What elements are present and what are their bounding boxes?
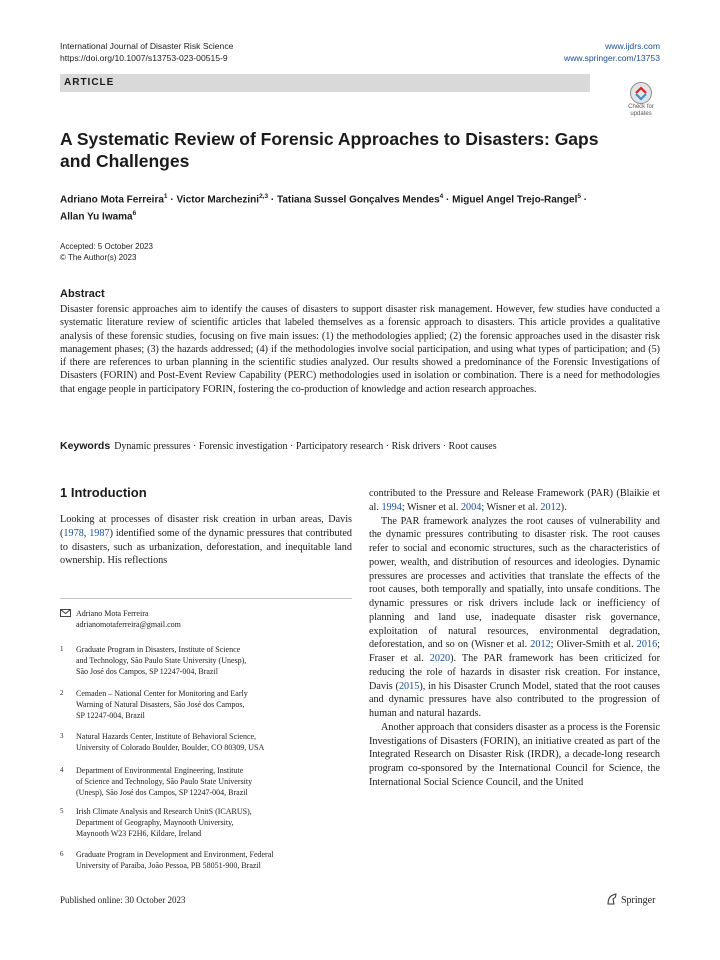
keywords [60, 440, 660, 452]
article-dates [60, 241, 153, 263]
publisher-name: Springer [621, 895, 656, 906]
author-name: Miguel Angel Trejo-Rangel [452, 194, 578, 206]
affiliation-item: 2 Cemaden – National Center for Monitoring and Early Warning of Natural Disasters, São José dos Campos, SP 12247-004, Brazil [60, 689, 248, 720]
crossmark-label: Check for updates [628, 104, 654, 117]
citation-link[interactable]: 2015 [398, 680, 420, 692]
footnote-divider [60, 598, 352, 599]
citation-link[interactable]: 2012 [540, 501, 561, 513]
springer-horse-icon [606, 893, 618, 905]
email-icon [60, 609, 71, 620]
abstract-heading: Abstract [60, 288, 105, 300]
author-name: Adriano Mota Ferreira [60, 194, 164, 206]
citation-link[interactable]: 2004 [460, 501, 482, 513]
corresponding-author-email[interactable]: adrianomotaferreira@gmail.com [76, 620, 181, 629]
citation-link[interactable]: 2020 [429, 653, 451, 664]
author-name: Allan Yu Iwama [60, 211, 133, 223]
affiliation-item: 4 Department of Environmental Engineering, Institute of Science and Technology, São Paulo State University (Unesp), São José dos Campos, SP 12247-004, Brazil [60, 766, 253, 797]
abstract-text: Disaster forensic approaches aim to identify the causes of disasters to support disaster risk management. However, few studies have conducted a systematic literature review of scientific articles that labeled themselves as a forensic approach to disasters. This article provides a qualitative analysis of these forensic studies, focusing on five main issues: (1) the methodologies applied; (2) the forensic approaches used in the disaster risk management phases; (3) the hazards addressed; (4) if the methodologies involve social participation, and using what types of participation; and (5) if there are references to urban planning in the scientific studies analyzed. Our results showed a predominance of the Forensic Investigations of Disasters (FORIN) and Post-Event Review Capability (PERC) methodologies used in isolation or combination. There is a need for methodologies that engage people in participatory FORIN, fostering the co-production of knowledge and action research approaches. [60, 304, 660, 395]
affiliation-item: 1 Graduate Program in Disasters, Institute of Science and Technology, São Paulo State University (Unesp), São José dos Campos, SP 12247-004, Brazil [60, 645, 247, 676]
author-name: Victor Marchezini [176, 194, 260, 206]
citation-link[interactable]: 2012 [530, 639, 551, 651]
author-list: Adriano Mota Ferreira$^1$ · Victor Marchezini$^{2,3}$ · Tatiana Sussel Gonçalves Mendes$^4$ · Miguel Angel Trejo-Rangel$^5$ · Allan Yu Iwama$^6$ [60, 193, 588, 223]
affiliation-item: 3 Natural Hazards Center, Institute of Behavioral Science, University of Colorado Boulder, Boulder, CO 80309, USA [60, 732, 265, 752]
author-name: Tatiana Sussel Gonçalves Mendes [277, 194, 440, 206]
journal-url-link[interactable]: www.ijdrs.com [605, 41, 660, 51]
affiliation-item: 5 Irish Climate Analysis and Research UnitS (ICARUS), Department of Geography, Maynooth University, Maynooth W23 F2H6, Kildare, Ireland [60, 807, 252, 838]
affiliation-item: 6 Graduate Program in Development and Environment, Federal University of Paraíba, João Pessoa, PB 58051-900, Brazil [60, 850, 274, 870]
published-online-date: Published online: 30 October 2023 [60, 895, 186, 905]
check-for-updates-badge[interactable] [620, 82, 662, 118]
citation-link[interactable]: 1978 [63, 527, 84, 539]
article-title: A Systematic Review of Forensic Approaches to Disasters: Gaps and Challenges [60, 129, 599, 171]
copyright-notice: © The Author(s) 2023 [60, 253, 137, 262]
citation-link[interactable]: 2016 [636, 639, 658, 651]
corresponding-author-name: Adriano Mota Ferreira [76, 609, 149, 618]
journal-urls [564, 40, 660, 64]
corresponding-author [60, 608, 352, 632]
article-type-bar [60, 74, 590, 92]
crossmark-icon [630, 82, 652, 104]
springer-url-link[interactable]: www.springer.com/13753 [563, 53, 660, 63]
citation-link[interactable]: 1994 [381, 501, 402, 513]
citation-link[interactable]: 1987 [89, 527, 110, 539]
keywords-list: Dynamic pressures · Forensic investigation · Participatory research · Risk drivers · Root causes [114, 441, 497, 452]
article-type-label: ARTICLE [64, 77, 115, 88]
journal-name: International Journal of Disaster Risk Science [60, 41, 234, 51]
springer-logo [606, 893, 655, 906]
section-heading-introduction: 1 Introduction [60, 485, 147, 500]
doi-link[interactable]: https://doi.org/10.1007/s13753-023-00515-9 [60, 53, 228, 63]
keywords-label: Keywords [60, 440, 111, 452]
journal-header [60, 40, 233, 64]
left-column-text: Looking at processes of disaster risk creation in urban areas, Davis (1978, 1987) identified some of the dynamic pressures that contributed to disasters, such as urbanization, deforestation, and inequitable land ownership. His reflections [60, 514, 353, 567]
accepted-date: Accepted: 5 October 2023 [60, 242, 153, 251]
right-column-text: contributed to the Pressure and Release Framework (PAR) (Blaikie et al. 1994; Wisner et al. 2004; Wisner et al. 2012). The PAR framework analyzes the root causes of vulnerability and the dynamic pressures contributing to disaster risk. The root causes refer to social and economic structures, such as the characteristics of power, wealth, and distribution of resources and ideologies. Dynamic pressures are processes and activities that translate the effects of the root causes, both temporally and spatially, into unsafe conditions. The dynamic pressures or risk drivers include lack or inefficiency of planning and land use, inadequate disaster risk governance, exploitation of natural resources, environmental degradation, deforestation, and so on (Wisner et al. 2012; Oliver-Smith et al. 2016; Fraser et al. 2020). The PAR framework has been criticized for reducing the role of hazards in disaster risk creation. For instance, Davis (2015), in his Disaster Crunch Model, stated that the root causes and dynamic pressures have also contributed to the progression of human and natural hazards. Another approach that considers disaster as a process is the Forensic Investigations of Disasters (FORIN), an initiative created as part of the Integrated Research on Disaster Risk (IRDR), a decade-long research program co-sponsored by the International Council for Science, the International Social Science Council, and the United [369, 488, 661, 788]
